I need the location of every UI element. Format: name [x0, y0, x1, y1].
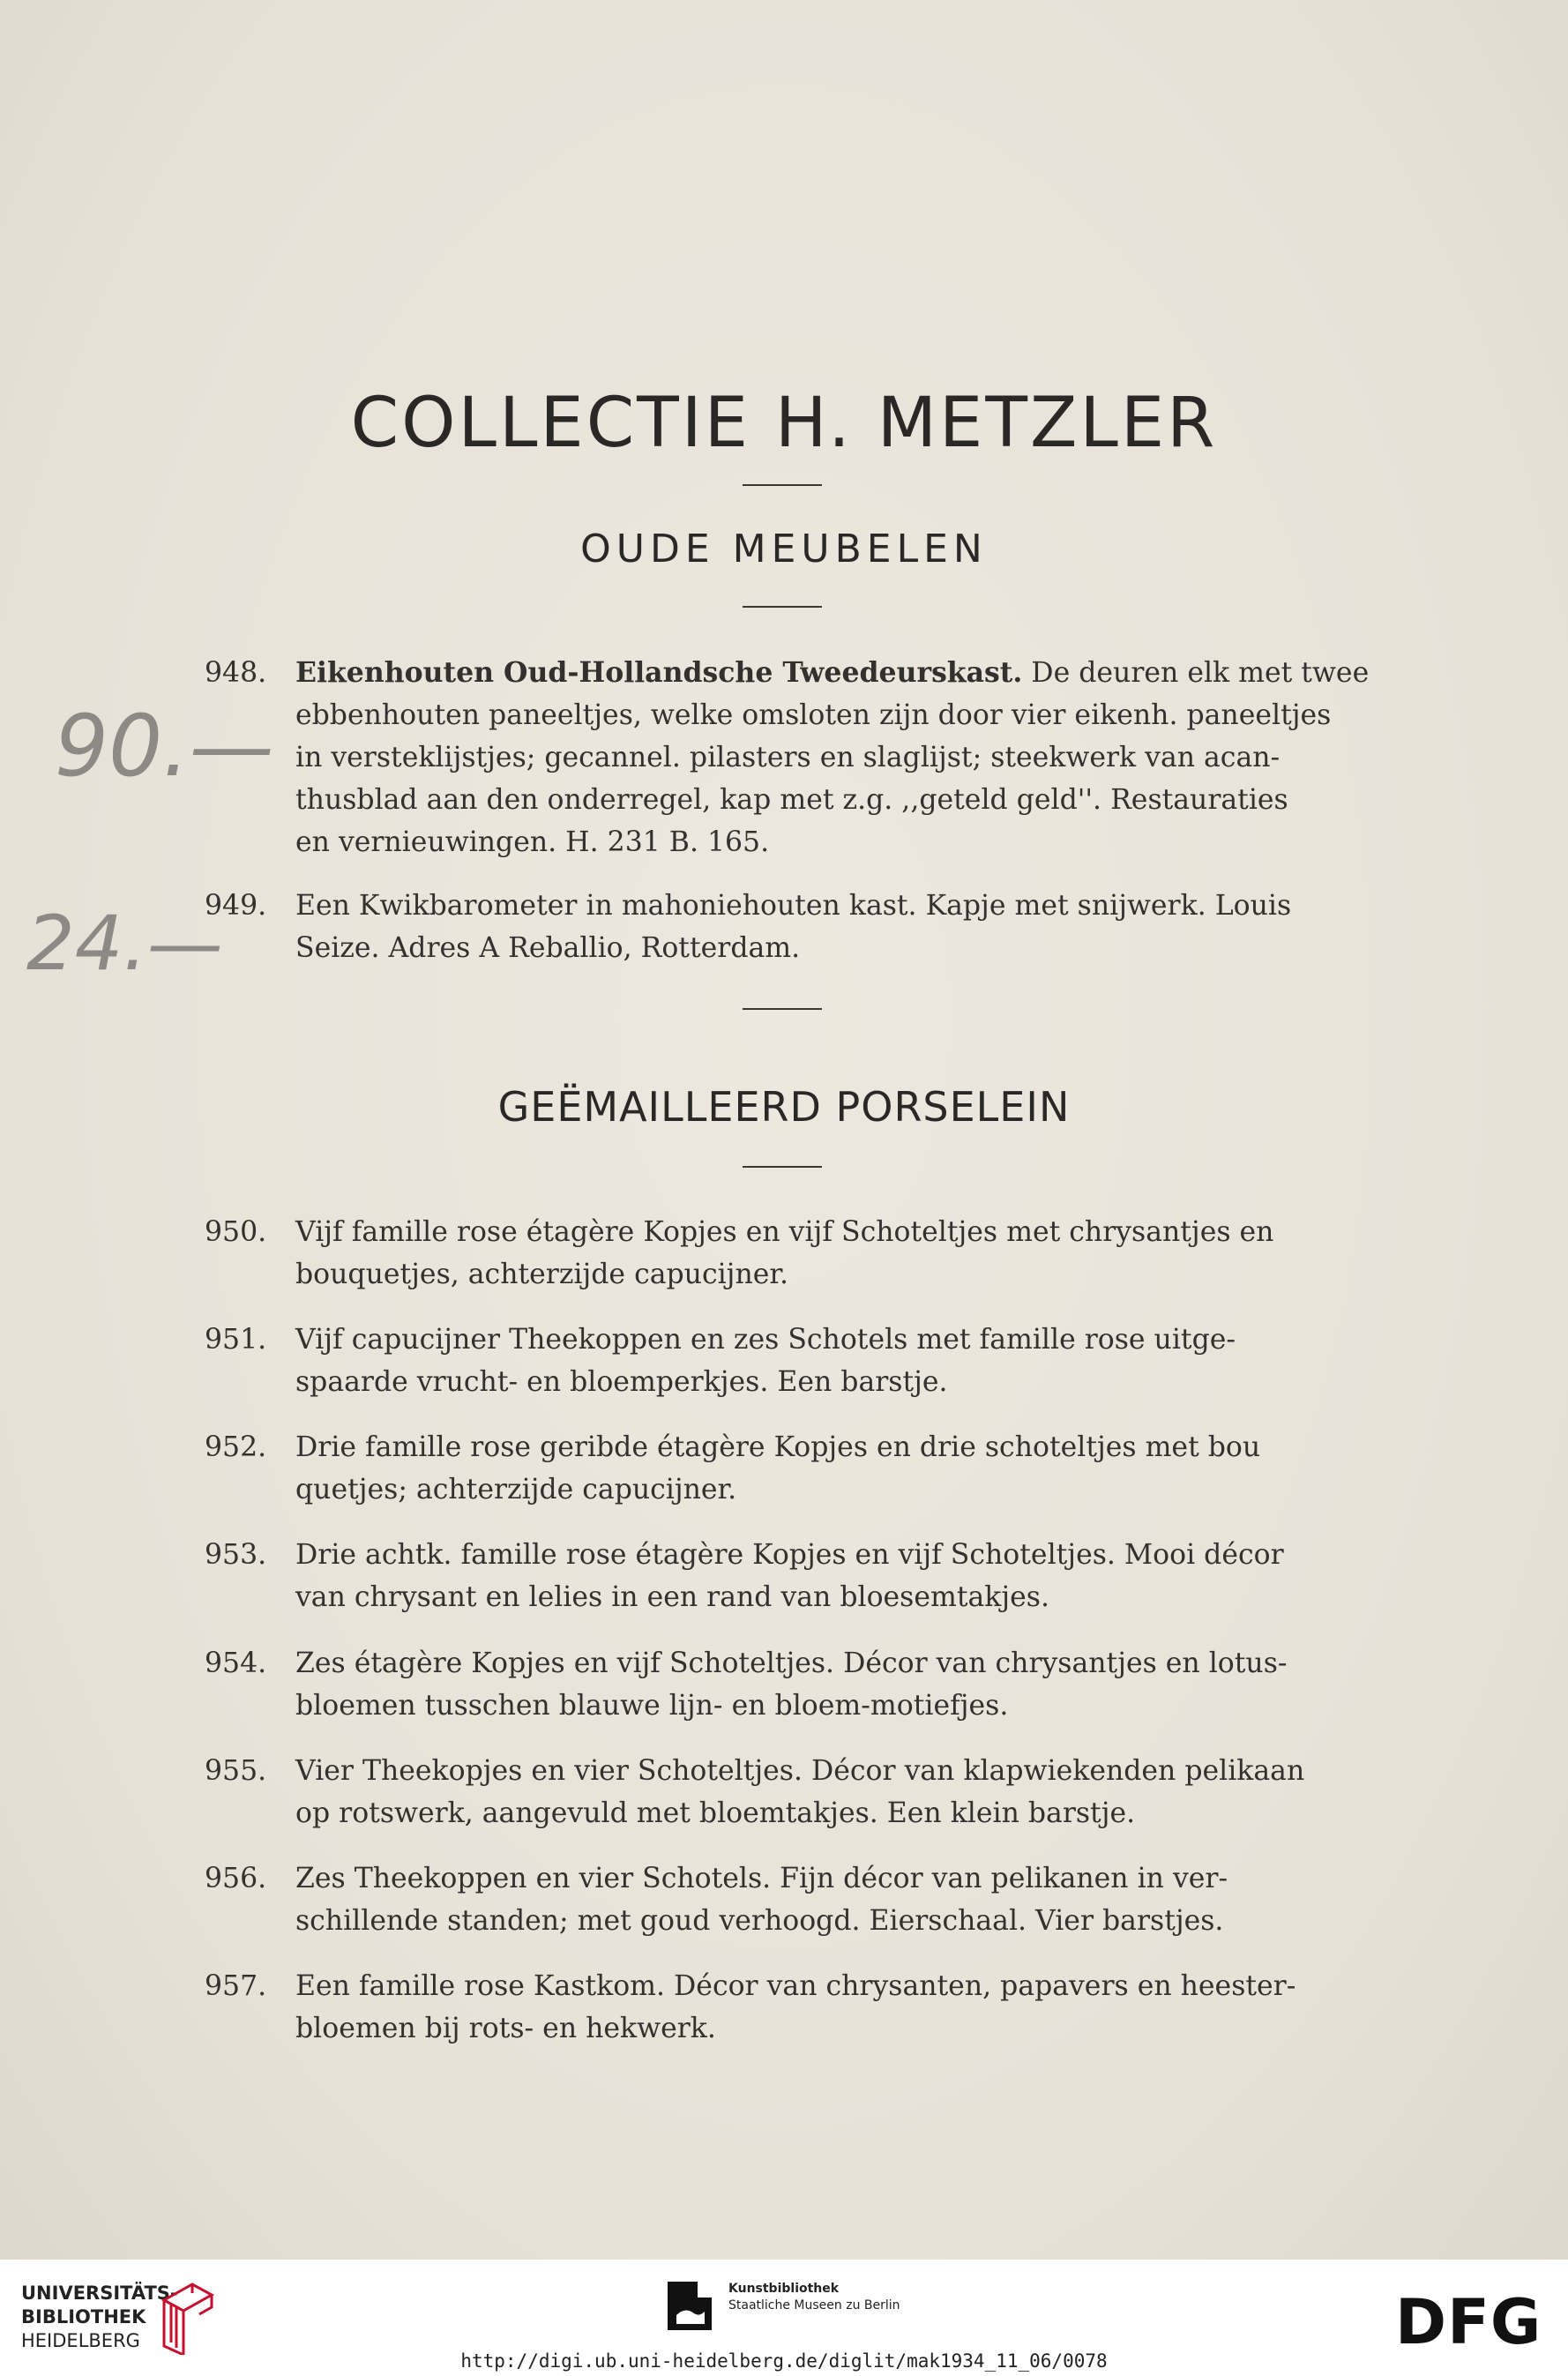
library-line: UNIVERSITÄTS-: [21, 2283, 178, 2304]
lot-number: 948.: [205, 657, 267, 689]
entry-line: ebbenhouten paneeltjes, welke omsloten zijn door vier eikenh. paneeltjes: [295, 699, 1332, 731]
entry-line: schillende standen; met goud verhoogd. Eierschaal. Vier barstjes.: [295, 1905, 1224, 1937]
divider: [743, 606, 822, 608]
entry-text: [295, 1642, 1351, 1727]
handwritten-price-948: 90.—: [55, 697, 274, 796]
dfg-logo: DFG: [1395, 2286, 1542, 2358]
entry-text: [295, 652, 1370, 863]
entry-text: [295, 1534, 1351, 1618]
entry-line: van chrysant en lelies in een rand van bloesemtakjes.: [295, 1581, 1049, 1613]
catalog-entry-954: [205, 1642, 1351, 1727]
footer-bar: [0, 2260, 1568, 2376]
entry-title: Eikenhouten Oud-Hollandsche Tweedeurskast.: [295, 656, 1023, 689]
library-name: [21, 2282, 178, 2353]
section-heading-oude-meubelen: OUDE MEUBELEN: [580, 527, 988, 572]
entry-line: Vier Theekopjes en vier Schoteltjes. Décor van klapwiekenden pelikaan: [295, 1755, 1305, 1787]
entry-line: Vijf capucijner Theekoppen en zes Schotels met famille rose uitge-: [295, 1324, 1236, 1356]
ub-heidelberg-logo-icon: [157, 2277, 217, 2355]
lot-number: 949.: [205, 890, 267, 922]
entry-line: Een Kwikbarometer in mahoniehouten kast. Kapje met snijwerk. Louis: [295, 890, 1292, 922]
catalog-entry-956: [205, 1857, 1351, 1942]
catalog-entry-948: [205, 652, 1370, 863]
lot-number: 953.: [205, 1539, 267, 1571]
catalog-entry-951: [205, 1319, 1351, 1403]
lot-number: 950.: [205, 1216, 267, 1248]
kunstbibliothek-logo-icon: [668, 2282, 712, 2330]
library-line: HEIDELBERG: [21, 2330, 140, 2351]
entry-text: [295, 1319, 1351, 1403]
divider: [743, 1166, 822, 1168]
entry-line: bloemen bij rots- en hekwerk.: [295, 2013, 716, 2044]
kunstbibliothek-name: [728, 2281, 900, 2314]
section-heading-geemailleerd-porselein: GEËMAILLEERD PORSELEIN: [497, 1083, 1071, 1131]
lot-number: 955.: [205, 1755, 267, 1787]
catalog-entry-952: [205, 1426, 1351, 1511]
lot-number: 957.: [205, 1970, 267, 2002]
source-url[interactable]: http://digi.ub.uni-heidelberg.de/diglit/mak1934_11_06/0078: [460, 2350, 1108, 2372]
entry-line: Drie famille rose geribde étagère Kopjes en drie schoteltjes met bou: [295, 1431, 1261, 1463]
entry-line: Vijf famille rose étagère Kopjes en vijf Schoteltjes met chrysantjes en: [295, 1216, 1274, 1248]
lot-number: 951.: [205, 1324, 267, 1356]
entry-line: bloemen tusschen blauwe lijn- en bloem-motiefjes.: [295, 1690, 1009, 1722]
page-title: COLLECTIE H. METZLER: [350, 384, 1218, 463]
entry-line: Zes Theekoppen en vier Schotels. Fijn décor van pelikanen in ver-: [295, 1863, 1228, 1894]
entry-text: [295, 1750, 1351, 1834]
entry-line: in versteklijstjes; gecannel. pilasters en slaglijst; steekwerk van acan-: [295, 742, 1281, 773]
entry-line: spaarde vrucht- en bloemperkjes. Een barstje.: [295, 1366, 948, 1398]
entry-text: [295, 885, 1351, 969]
catalog-entry-957: [205, 1965, 1351, 2050]
entry-text: [295, 1426, 1351, 1511]
handwritten-price-949: 24.—: [26, 900, 223, 988]
entry-line: thusblad aan den onderregel, kap met z.g. ,,geteld geld''. Restauraties: [295, 784, 1288, 816]
library-line: BIBLIOTHEK: [21, 2306, 146, 2327]
lot-number: 952.: [205, 1431, 267, 1463]
catalog-entry-950: [205, 1211, 1351, 1296]
entry-line: Een famille rose Kastkom. Décor van chrysanten, papavers en heester-: [295, 1970, 1296, 2002]
kb-line: Kunstbibliothek: [728, 2282, 840, 2296]
kb-line: Staatliche Museen zu Berlin: [728, 2298, 900, 2312]
entry-line: De deuren elk met twee: [1022, 657, 1370, 689]
entry-line: quetjes; achterzijde capucijner.: [295, 1474, 737, 1506]
entry-text: [295, 1965, 1351, 2050]
divider: [743, 484, 822, 486]
entry-line: en vernieuwingen. H. 231 B. 165.: [295, 826, 770, 858]
lot-number: 956.: [205, 1863, 267, 1894]
entry-text: [295, 1211, 1351, 1296]
catalog-entry-953: [205, 1534, 1351, 1618]
entry-line: op rotswerk, aangevuld met bloemtakjes. Een klein barstje.: [295, 1797, 1136, 1829]
entry-text: [295, 1857, 1351, 1942]
lot-number: 954.: [205, 1648, 267, 1679]
entry-line: Drie achtk. famille rose étagère Kopjes en vijf Schoteltjes. Mooi décor: [295, 1539, 1284, 1571]
catalog-entry-949: [205, 885, 1351, 969]
entry-line: Zes étagère Kopjes en vijf Schoteltjes. Décor van chrysantjes en lotus-: [295, 1648, 1288, 1679]
catalog-entry-955: [205, 1750, 1351, 1834]
entry-line: Seize. Adres A Reballio, Rotterdam.: [295, 932, 801, 964]
divider: [743, 1008, 822, 1010]
entry-line: bouquetjes, achterzijde capucijner.: [295, 1259, 788, 1290]
